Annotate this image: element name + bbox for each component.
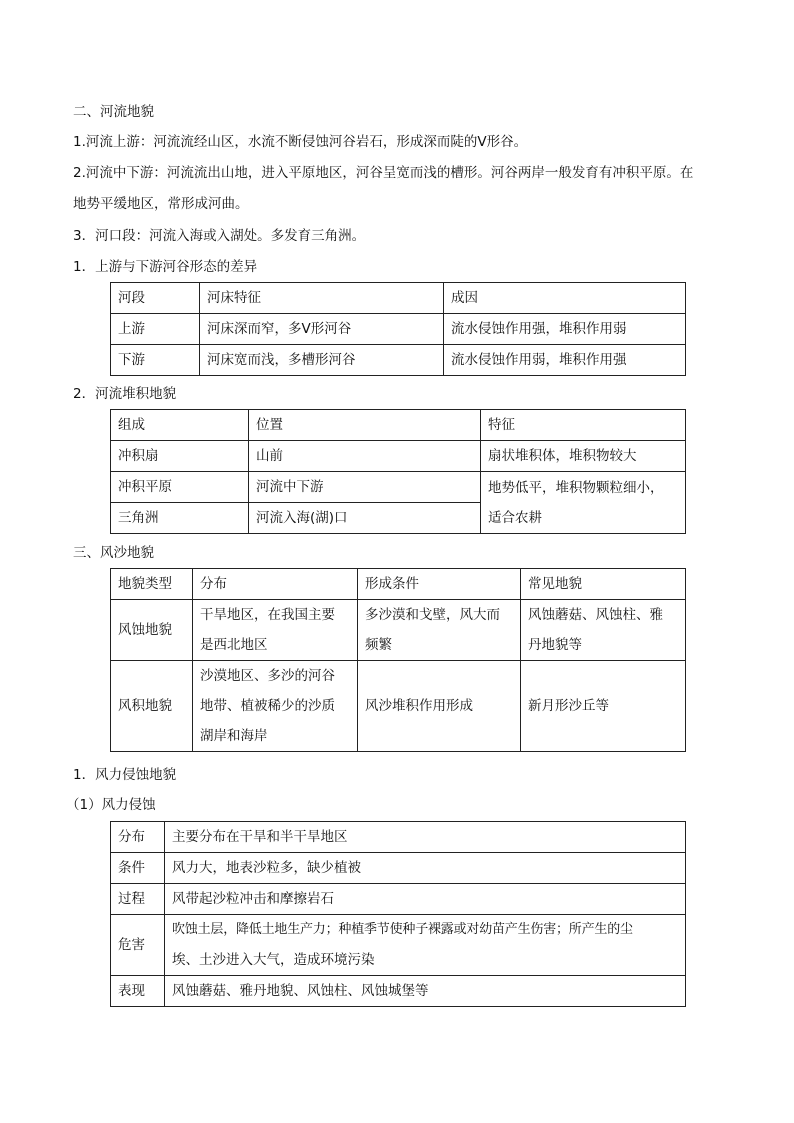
cell-line: 是西北地区 <box>200 637 268 653</box>
table-cell <box>358 600 521 661</box>
cell-line: 频繁 <box>365 637 392 653</box>
row-label: 条件 <box>111 853 165 884</box>
table-cell: 扇状堆积体，堆积物较大 <box>481 441 686 472</box>
table-cell: 风带起沙粒冲击和摩擦岩石 <box>165 884 686 915</box>
row-label: 过程 <box>111 884 165 915</box>
table-cell: 山前 <box>249 441 481 472</box>
table-row <box>111 822 686 853</box>
subheading-wind-erosion-landforms: 1．风力侵蚀地貌 <box>73 767 177 783</box>
table-row <box>111 853 686 884</box>
table-cell: 风蚀地貌 <box>111 600 193 661</box>
table-cell: 冲积平原 <box>111 472 249 503</box>
merged-feature-cell <box>481 472 686 534</box>
table-cell: 新月形沙丘等 <box>521 661 686 752</box>
paragraph-estuary: 3．河口段：河流入海或入湖处。多发育三角洲。 <box>73 228 366 244</box>
header-cell: 形成条件 <box>358 569 521 600</box>
row-label: 表现 <box>111 976 165 1007</box>
table-header-row <box>111 283 686 314</box>
table-row <box>111 345 686 376</box>
valley-shape-table <box>110 282 686 376</box>
header-cell: 特征 <box>481 410 686 441</box>
paragraph-upper-reach: 1.河流上游：河流流经山区，水流不断侵蚀河谷岩石，形成深而陡的V形谷。 <box>73 134 528 150</box>
header-cell: 河段 <box>111 283 200 314</box>
heading-aeolian-landforms: 三、风沙地貌 <box>73 545 154 561</box>
table-row <box>111 884 686 915</box>
table-cell: 主要分布在干旱和半干旱地区 <box>165 822 686 853</box>
table-cell <box>193 600 358 661</box>
paragraph-middle-lower-reach: 2.河流中下游：河流流出山地，进入平原地区，河谷呈宽而浅的槽形。河谷两岸一般发育有冲积平原。在 <box>73 165 694 181</box>
table-row <box>111 441 686 472</box>
cell-line: 沙漠地区、多沙的河谷 <box>200 668 335 684</box>
cell-line: 多沙漠和戈壁，风大而 <box>365 607 500 623</box>
cell-line: 地势低平，堆积物颗粒细小， <box>488 479 664 496</box>
table-cell: 风积地貌 <box>111 661 193 752</box>
table-header-row <box>111 569 686 600</box>
table-cell: 冲积扇 <box>111 441 249 472</box>
table-cell: 河流中下游 <box>249 472 481 503</box>
table-cell <box>165 915 686 976</box>
table-row <box>111 661 686 752</box>
wind-erosion-table <box>110 821 686 1007</box>
cell-line: 丹地貌等 <box>528 637 582 653</box>
subheading-depositional-landforms: 2．河流堆积地貌 <box>73 386 177 402</box>
row-label: 危害 <box>111 915 165 976</box>
table-header-row <box>111 410 686 441</box>
table-cell: 三角洲 <box>111 503 249 534</box>
header-cell: 常见地貌 <box>521 569 686 600</box>
table-cell: 下游 <box>111 345 200 376</box>
header-cell: 位置 <box>249 410 481 441</box>
table-row <box>111 976 686 1007</box>
table-cell: 河床深而窄，多V形河谷 <box>200 314 444 345</box>
subheading-valley-difference: 1．上游与下游河谷形态的差异 <box>73 259 258 275</box>
table-row <box>111 915 686 976</box>
cell-line: 风蚀蘑菇、风蚀柱、雅 <box>528 607 663 623</box>
cell-line: 干旱地区，在我国主要 <box>200 607 335 623</box>
aeolian-landforms-table <box>110 568 686 752</box>
header-cell: 分布 <box>193 569 358 600</box>
header-cell: 成因 <box>444 283 686 314</box>
table-row <box>111 600 686 661</box>
table-row <box>111 314 686 345</box>
row-label: 分布 <box>111 822 165 853</box>
subheading-wind-erosion: （1）风力侵蚀 <box>66 797 156 813</box>
table-row <box>111 472 686 503</box>
cell-line: 湖岸和海岸 <box>200 728 268 744</box>
table-cell <box>521 600 686 661</box>
table-cell: 风沙堆积作用形成 <box>358 661 521 752</box>
table-cell: 风力大，地表沙粒多，缺少植被 <box>165 853 686 884</box>
cell-line: 适合农耕 <box>488 509 542 526</box>
header-cell: 地貌类型 <box>111 569 193 600</box>
table-cell: 上游 <box>111 314 200 345</box>
cell-line: 埃、土沙进入大气，造成环境污染 <box>172 952 375 968</box>
header-cell: 河床特征 <box>200 283 444 314</box>
heading-river-landforms: 二、河流地貌 <box>73 104 154 120</box>
table-cell: 流水侵蚀作用强，堆积作用弱 <box>444 314 686 345</box>
table-cell: 河床宽而浅，多槽形河谷 <box>200 345 444 376</box>
table-cell: 流水侵蚀作用弱，堆积作用强 <box>444 345 686 376</box>
table-cell <box>193 661 358 752</box>
header-cell: 组成 <box>111 410 249 441</box>
table-cell: 风蚀蘑菇、雅丹地貌、风蚀柱、风蚀城堡等 <box>165 976 686 1007</box>
cell-line: 吹蚀土层，降低土地生产力；种植季节使种子裸露或对幼苗产生伤害；所产生的尘 <box>172 922 633 937</box>
cell-line: 地带、植被稀少的沙质 <box>200 698 335 714</box>
table-cell: 河流入海(湖)口 <box>249 503 481 534</box>
depositional-landforms-table <box>110 409 686 534</box>
paragraph-middle-lower-reach-cont: 地势平缓地区，常形成河曲。 <box>73 196 249 212</box>
